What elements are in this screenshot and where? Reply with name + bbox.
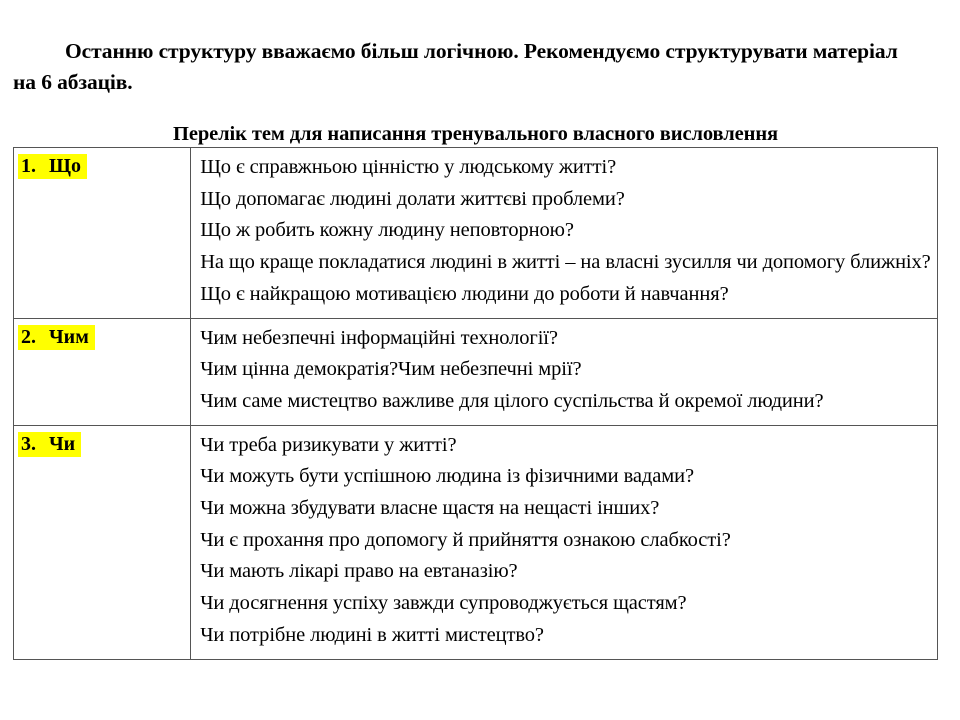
category-cell [14,148,191,319]
list-item: Що ж робить кожну людину неповторною? [200,219,574,242]
category-highlight [18,432,81,457]
category-number: 2. [21,325,36,348]
category-label [14,426,190,467]
category-highlight [18,154,87,179]
list-item: Чи потрібне людині в житті мистецтво? [200,623,544,646]
list-item: На що краще покладатися людині в житті – на власні зусилля чи допомогу ближніх? [200,251,931,274]
list-item: Чим саме мистецтво важливе для цілого суспільства й окремої людини? [200,389,824,412]
topics-table [13,147,938,660]
topic-list [191,148,937,318]
category-number: 1. [21,155,36,177]
table-row [14,318,938,425]
list-item: Чи є прохання про допомогу й прийняття ознакою слабкості? [200,528,731,551]
list-item: Що є справжньою цінністю у людському житті? [200,156,617,178]
intro-paragraph: Останню структуру вважаємо більш логічною. Рекомендуємо структурувати матеріал на 6 абзаців. [13,38,898,94]
category-word: Чим [49,325,89,348]
list-item: Чим цінна демократія?Чим небезпечні мрії? [200,358,582,381]
list-item: Чим небезпечні інформаційні технології? [200,326,558,349]
list-item: Чи мають лікарі право на евтаназію? [200,560,518,583]
category-label [14,148,190,189]
list-item: Чи можуть бути успішною людина із фізичними вадами? [200,465,694,488]
topics-cell [191,318,938,425]
topics-cell [191,148,938,319]
table-row [14,148,938,319]
category-word: Що [49,155,81,177]
list-item: Що є найкращою мотивацією людини до роботи й навчання? [200,282,729,305]
table-row [14,425,938,659]
list-item: Чи досягнення успіху завжди супроводжується щастям? [200,592,687,615]
topics-table-body [14,148,938,660]
list-item: Чи треба ризикувати у житті? [200,433,457,456]
category-cell [14,318,191,425]
category-cell [14,425,191,659]
page-title: Перелік тем для написання тренувального власного висловлення [172,122,779,145]
topic-list [191,319,937,425]
topics-cell [191,425,938,659]
category-label [14,319,190,360]
category-highlight [18,325,95,350]
list-item: Що допомагає людині долати життєві проблеми? [200,187,625,210]
category-word: Чи [49,432,76,455]
category-number: 3. [21,432,36,455]
list-item: Чи можна збудувати власне щастя на нещасті інших? [200,497,660,520]
topic-list [191,426,937,659]
